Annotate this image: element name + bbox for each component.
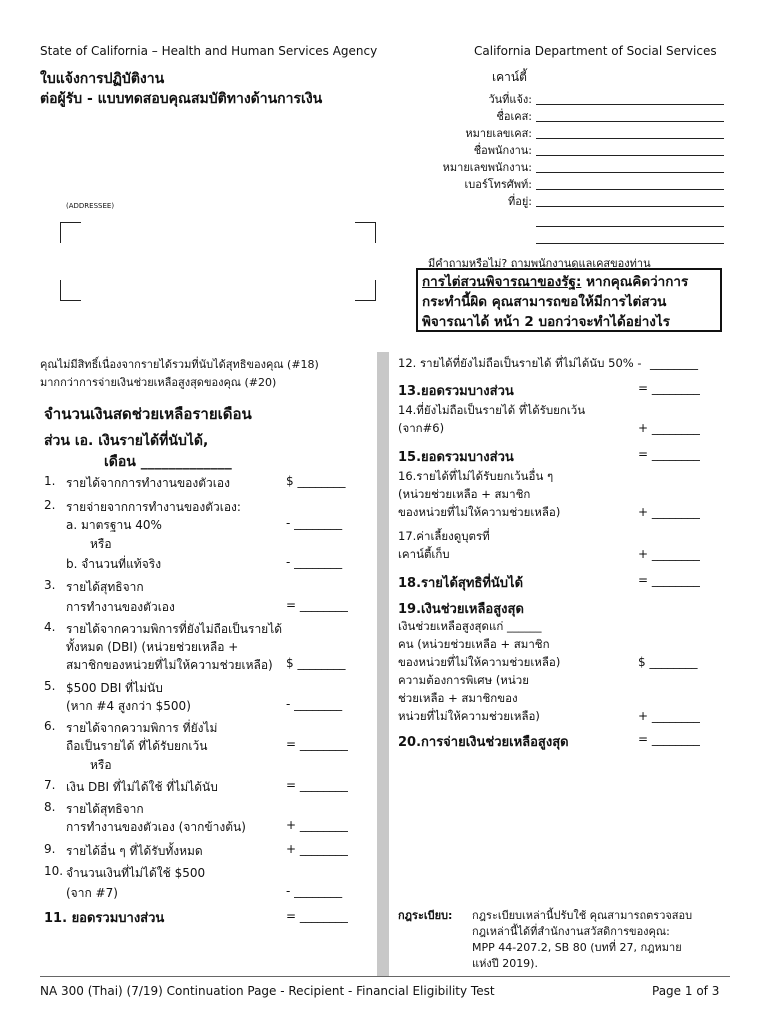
regulations-line3: MPP 44-207.2, SB 80 (บทที่ 27, กฎหมาย <box>472 941 682 954</box>
right-item-value[interactable]: + ________ <box>638 547 700 561</box>
left-item-num: 10. <box>44 864 64 878</box>
left-total-label <box>44 907 164 928</box>
right-item-text: เงินช่วยเหลือสูงสุดแก่ ______ <box>398 619 542 633</box>
right-item-text: 16.รายได้ที่ไม่ได้รับยกเว้นอื่น ๆ <box>398 469 554 483</box>
right-item-text: หน่วยที่ไม่ให้ความช่วยเหลือ) <box>398 709 540 723</box>
county-label: เคาน์ตี้ <box>492 70 527 84</box>
left-item-text: รายได้อื่น ๆ ที่ได้รับทั้งหมด <box>66 844 203 858</box>
right-item-text: 18.รายได้สุทธิที่นับได้ <box>398 576 524 591</box>
right-item-text: ของหน่วยที่ไม่ให้ความช่วยเหลือ) <box>398 655 561 669</box>
right-item-text: ความต้องการพิเศษ (หน่วย <box>398 673 529 687</box>
info-field-input[interactable] <box>536 104 724 105</box>
addressee-label: (ADDRESSEE) <box>66 202 115 210</box>
left-item-value[interactable]: = ________ <box>286 737 348 751</box>
left-item-value[interactable]: $ ________ <box>286 656 346 670</box>
left-total-num: 11. <box>44 911 68 926</box>
right-item-text: คน (หน่วยช่วยเหลือ + สมาชิก <box>398 637 550 651</box>
left-item-num: 5. <box>44 679 56 693</box>
right-item-value[interactable]: + ________ <box>638 709 700 723</box>
regulations-line4: แห่งปี 2019). <box>472 957 538 970</box>
info-label: วันที่แจ้ง: <box>488 93 532 106</box>
left-total-value[interactable]: = ________ <box>286 909 348 923</box>
left-item-value[interactable]: $ ________ <box>286 474 346 488</box>
right-item-value[interactable]: = ________ <box>638 381 700 395</box>
left-item-text: รายจ่ายจากการทำงานของตัวเอง: <box>66 500 241 514</box>
right-item-text: (จาก#6) <box>398 421 445 435</box>
right-item-text: 14.ที่ยังไม่ถือเป็นรายได้ ที่ได้รับยกเว้น <box>398 403 586 417</box>
part-a-month: เดือน _____________ <box>104 454 232 470</box>
left-item-text: รายได้จากความพิการ ที่ยังไม่ <box>66 721 218 735</box>
info-field-input[interactable] <box>536 138 724 139</box>
addressee-corner-top-left <box>60 222 81 243</box>
left-item-num: 7. <box>44 778 56 792</box>
left-item-text: รายได้สุทธิจาก <box>66 580 144 594</box>
right-item-value[interactable]: + ________ <box>638 505 700 519</box>
ineligible-text-line2: มากกว่าการจ่ายเงินช่วยเหลือสูงสุดของคุณ (#20) <box>40 376 277 389</box>
left-item-text: a. มาตรฐาน 40% <box>66 518 162 532</box>
left-item-text: หรือ <box>90 537 112 551</box>
right-item-text: 15.ยอดรวมบางส่วน <box>398 450 514 465</box>
left-item-text: การทำงานของตัวเอง <box>66 600 175 614</box>
info-label: ที่อยู่: <box>507 195 532 208</box>
info-field-input[interactable] <box>536 189 724 190</box>
info-label: เบอร์โทรศัพท์: <box>464 178 532 191</box>
left-item-text: ถือเป็นรายได้ ที่ได้รับยกเว้น <box>66 739 208 753</box>
state-hearing-heading: การไต่สวนพิจารณาของรัฐ: <box>422 274 582 290</box>
left-item-value[interactable]: - ________ <box>286 697 343 711</box>
right-item-text: ของหน่วยที่ไม่ให้ความช่วยเหลือ) <box>398 505 561 519</box>
right-item-value[interactable]: $ ________ <box>638 655 698 669</box>
left-item-text: เงิน DBI ที่ไม่ได้ใช้ ที่ไม่ได้นับ <box>66 780 218 794</box>
addressee-corner-bottom-left <box>60 280 81 301</box>
info-label: หมายเลขพนักงาน: <box>442 161 532 174</box>
left-item-text: รายได้จากการทำงานของตัวเอง <box>66 476 230 490</box>
left-item-text: (หาก #4 สูงกว่า $500) <box>66 699 191 713</box>
left-item-text: สมาชิกของหน่วยที่ไม่ให้ความช่วยเหลือ) <box>66 658 273 672</box>
left-item-num: 2. <box>44 498 56 512</box>
department-name: California Department of Social Services <box>474 44 717 58</box>
column-divider <box>377 352 389 977</box>
left-item-value[interactable]: - ________ <box>286 884 343 898</box>
left-item-num: 6. <box>44 719 56 733</box>
info-field-input[interactable] <box>536 172 724 173</box>
right-item-text: ช่วยเหลือ + สมาชิกของ <box>398 691 518 705</box>
left-item-text: หรือ <box>90 758 112 772</box>
part-a-title: ส่วน เอ. เงินรายได้ที่นับได้, <box>44 433 209 449</box>
left-item-text: การทำงานของตัวเอง (จากข้างต้น) <box>66 820 246 834</box>
left-item-num: 1. <box>44 474 56 488</box>
addressee-corner-bottom-right <box>355 280 376 301</box>
address-line-2[interactable] <box>536 226 724 227</box>
left-item-value[interactable]: + ________ <box>286 842 348 856</box>
left-item-value[interactable]: - ________ <box>286 516 343 530</box>
left-item-value[interactable]: = ________ <box>286 598 348 612</box>
left-item-text: รายได้จากความพิการที่ยังไม่ถือเป็นรายได้ <box>66 622 283 636</box>
info-field-input[interactable] <box>536 155 724 156</box>
left-item-num: 9. <box>44 842 56 856</box>
regulations-label: กฎระเบียบ: <box>398 909 453 922</box>
right-item-value[interactable]: + ________ <box>638 421 700 435</box>
right-item-text: (หน่วยช่วยเหลือ + สมาชิก <box>398 487 531 501</box>
info-label: หมายเลขเคส: <box>465 127 532 140</box>
regulations-line1: กฎระเบียบเหล่านี้ปรับใช้ คุณสามารถตรวจสอบ <box>472 909 693 922</box>
right-item-value[interactable]: = ________ <box>638 732 700 746</box>
page-number: Page 1 of 3 <box>652 984 720 998</box>
footer-rule <box>40 976 730 977</box>
left-item-text: b. จำนวนที่แท้จริง <box>66 557 162 571</box>
left-item-num: 8. <box>44 800 56 814</box>
address-line-3[interactable] <box>536 243 724 244</box>
right-item-text: 20.การจ่ายเงินช่วยเหลือสูงสุด <box>398 735 569 750</box>
left-item-num: 4. <box>44 620 56 634</box>
right-item-text: 13.ยอดรวมบางส่วน <box>398 384 514 399</box>
right-item-text: 19.เงินช่วยเหลือสูงสุด <box>398 602 524 617</box>
info-field-input[interactable] <box>536 121 724 122</box>
left-item-text: จำนวนเงินที่ไม่ได้ใช้ $500 <box>66 866 206 880</box>
right-item-value[interactable]: ________ <box>650 356 698 370</box>
left-item-text: รายได้สุทธิจาก <box>66 802 144 816</box>
addressee-corner-top-right <box>355 222 376 243</box>
left-item-text: ทั้งหมด (DBI) (หน่วยช่วยเหลือ + <box>66 640 239 654</box>
section-title: จำนวนเงินสดช่วยเหลือรายเดือน <box>44 405 252 423</box>
right-item-value[interactable]: = ________ <box>638 447 700 461</box>
regulations-line2: กฎเหล่านี้ได้ที่สำนักงานสวัสดิการของคุณ: <box>472 925 670 938</box>
questions-text: มีคำถามหรือไม่? ถามพนักงานดูแลเคสของท่าน <box>428 257 651 270</box>
form-id: NA 300 (Thai) (7/19) Continuation Page - Recipient - Financial Eligibility Test <box>40 984 495 998</box>
right-item-text: 12. รายได้ที่ยังไม่ถือเป็นรายได้ ที่ไม่ได้นับ 50% - <box>398 356 642 370</box>
state-hearing-body: หากคุณคิดว่าการกระทำนี้ผิด คุณสามารถขอให้มีการไต่สวนพิจารณาได้ หน้า 2 บอกว่าจะทำได้อย่างไร <box>422 274 689 330</box>
form-title-line2: ต่อผู้รับ - แบบทดสอบคุณสมบัติทางด้านการเงิน <box>40 91 323 107</box>
right-item-text: 17.ค่าเลี้ยงดูบุตรที่ <box>398 529 490 543</box>
right-item-text: เคาน์ตี้เก็บ <box>398 547 450 561</box>
left-item-value[interactable]: = ________ <box>286 778 348 792</box>
left-item-num: 3. <box>44 578 56 592</box>
agency-name: State of California – Health and Human Services Agency <box>40 44 378 58</box>
right-item-value[interactable]: = ________ <box>638 573 700 587</box>
left-total-text: ยอดรวมบางส่วน <box>71 911 165 926</box>
left-item-value[interactable]: + ________ <box>286 818 348 832</box>
info-field-input[interactable] <box>536 206 724 207</box>
left-item-text: $500 DBI ที่ไม่นับ <box>66 681 163 695</box>
info-label: ชื่อพนักงาน: <box>473 144 532 157</box>
state-hearing-box <box>416 268 722 332</box>
form-title-line1: ใบแจ้งการปฏิบัติงาน <box>40 71 165 87</box>
left-item-text: (จาก #7) <box>66 886 118 900</box>
info-label: ชื่อเคส: <box>496 110 532 123</box>
ineligible-text-line1: คุณไม่มีสิทธิ์เนื่องจากรายได้รวมที่นับได้สุทธิของคุณ (#18) <box>40 358 319 371</box>
left-item-value[interactable]: - ________ <box>286 555 343 569</box>
